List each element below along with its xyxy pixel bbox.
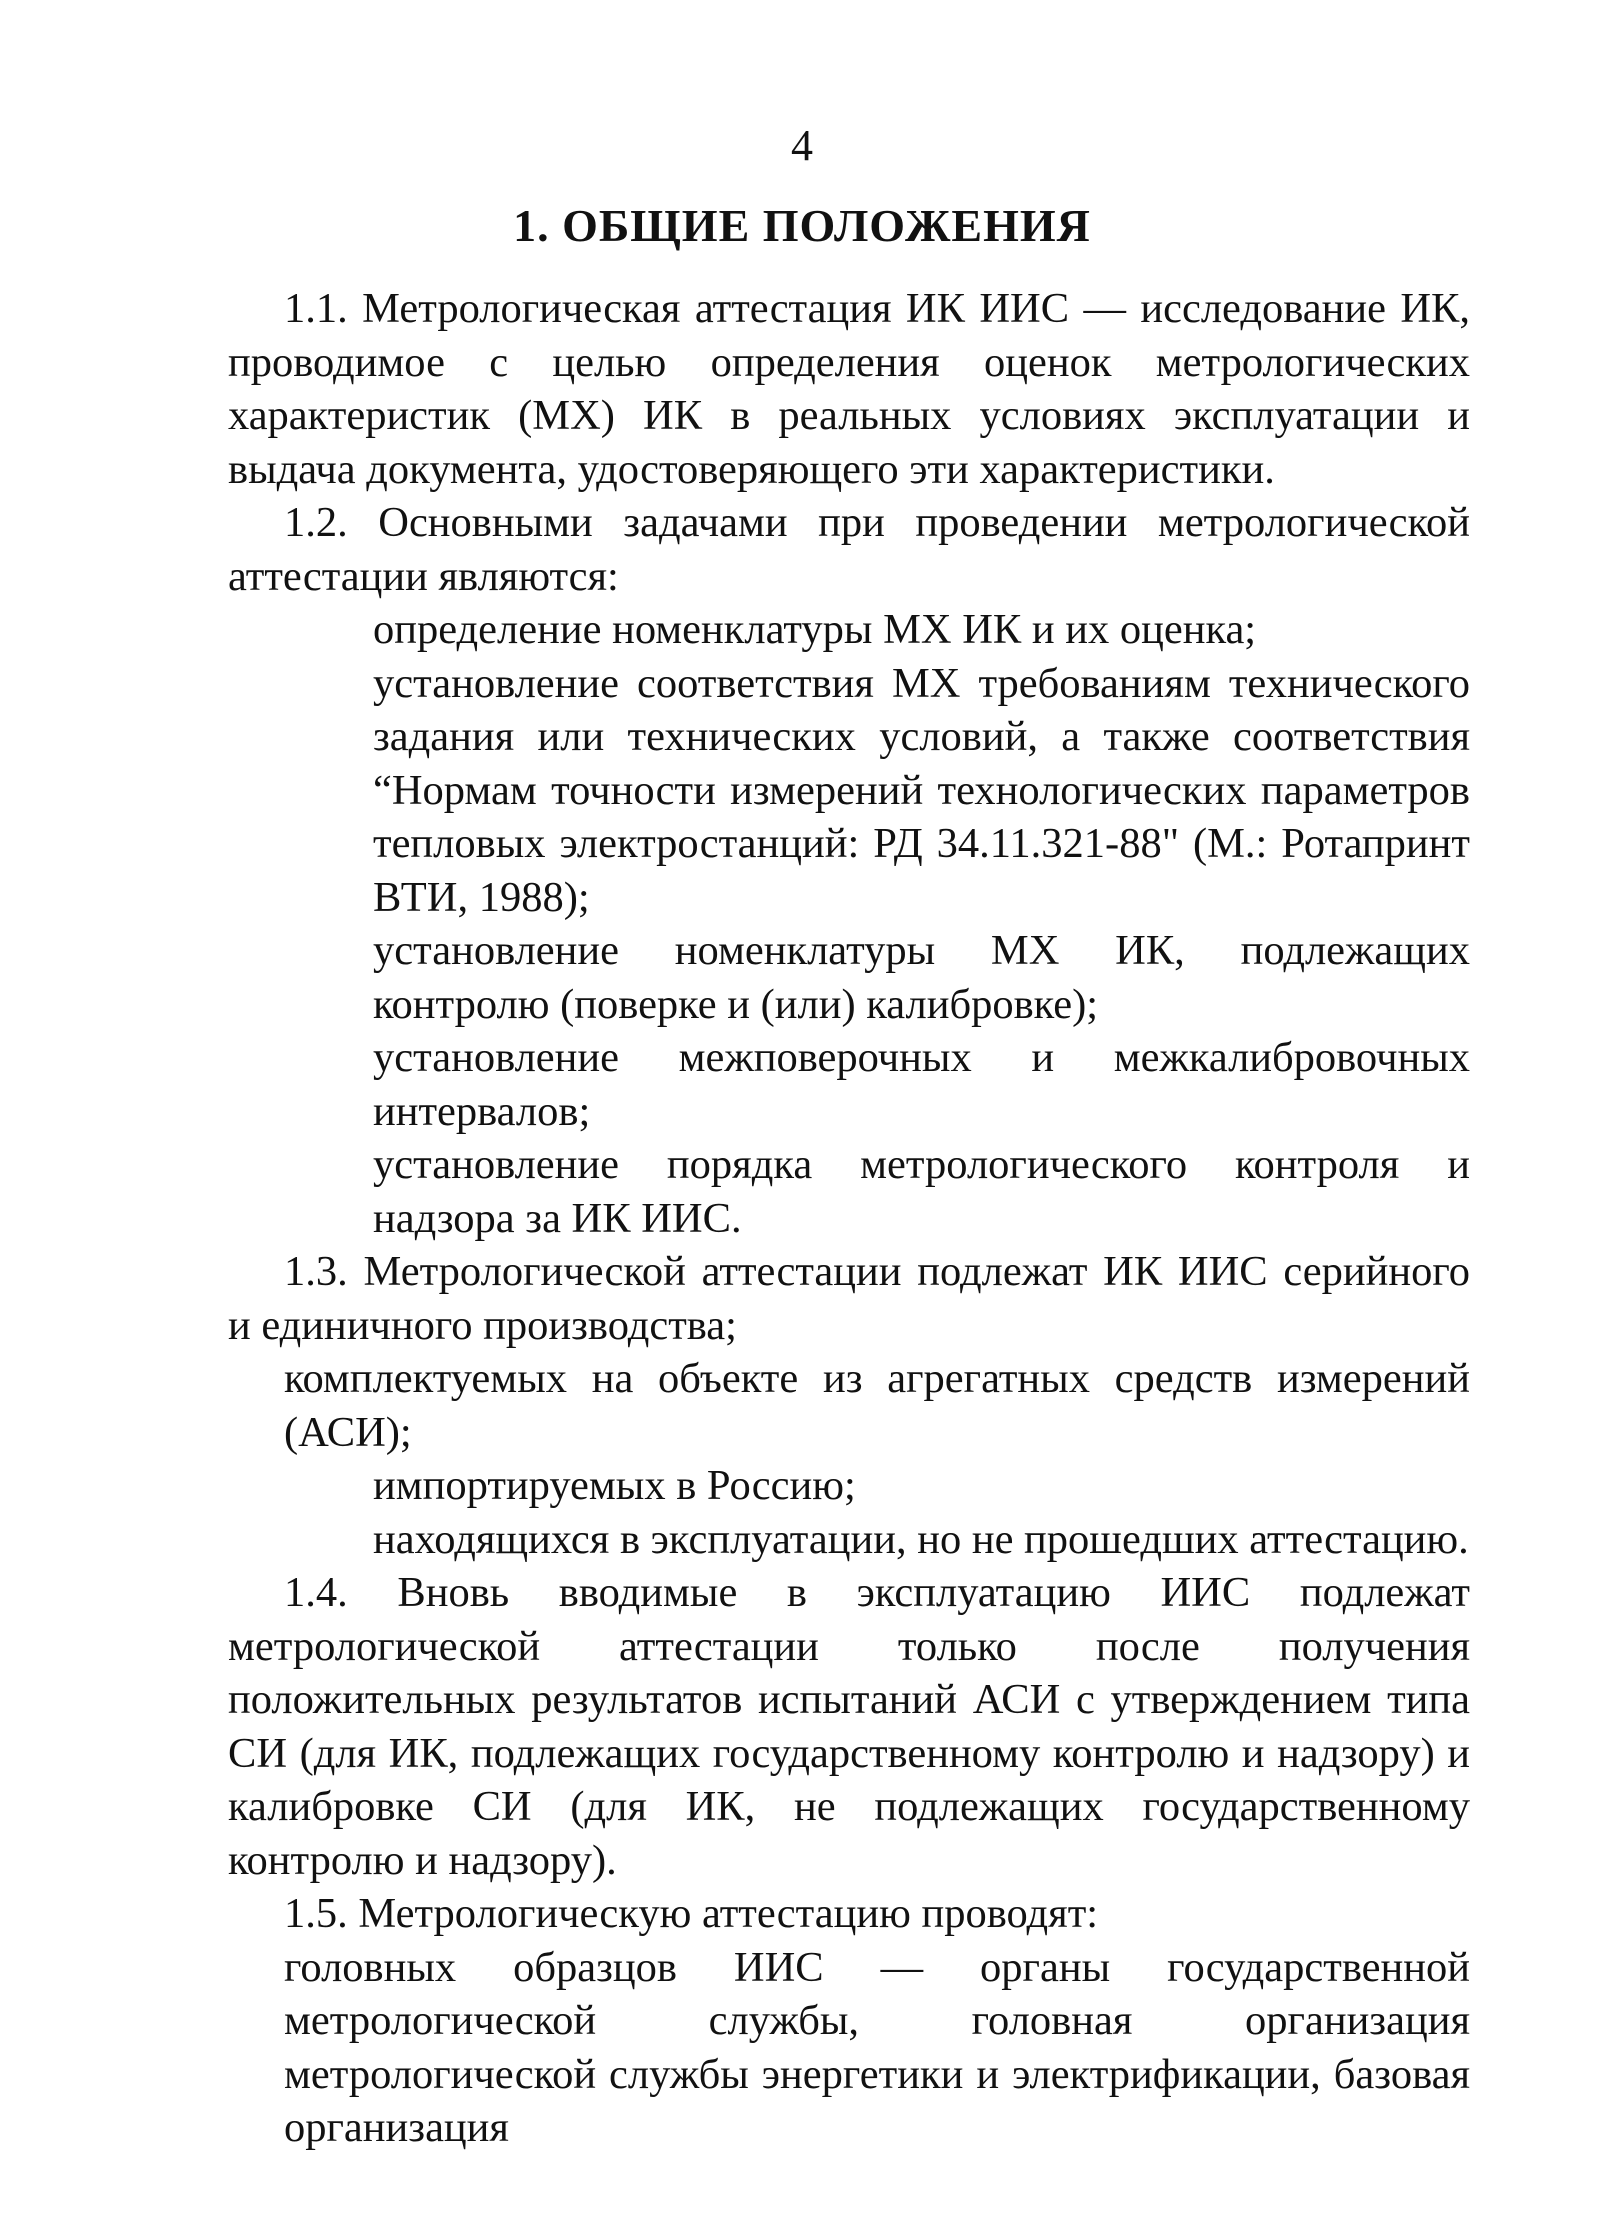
list-item: находящихся в эксплуатации, но не прошедших аттестацию. (373, 1515, 1469, 1563)
list-item: установление межповерочных и межкалибровочных интервалов; (373, 1034, 1470, 1135)
paragraph-1-3: 1.3. Метрологической аттестации подлежат ИК ИИС серийного и единичного производства; (228, 1248, 1470, 1349)
paragraph-1-5: 1.5. Метрологическую аттестацию проводят: (284, 1890, 1099, 1937)
list-item: импортируемых в Россию; (373, 1462, 856, 1509)
list-item: установление порядка метрологического контроля и надзора за ИК ИИС. (373, 1141, 1470, 1242)
paragraph-1-4: 1.4. Вновь вводимые в эксплуатацию ИИС подлежат метрологической аттестации только после получения положительных результатов испытаний АСИ с утверждением типа СИ (для ИК, подлежащих государственному контролю и надзору) и калибровке СИ (для ИК, не подлежащих государственному контролю и надзору). (228, 1569, 1470, 1884)
paragraph-1-5-continuation: головных образцов ИИС — органы государственной метрологической службы, головная организация метрологической службы энергетики и электрификации, базовая организация (284, 1943, 1470, 2151)
list-item: установление соответствия МХ требованиям технического задания или технических условий, а также соответствия “Нормам точности измерений технологических параметров тепловых электростанций: РД 34.11.321-88" (М.: Ротапринт ВТИ, 1988); (373, 659, 1470, 921)
list-item: установление номенклатуры МХ ИК, подлежащих контролю (поверке и (или) калибровке); (373, 927, 1470, 1028)
page-number: 4 (791, 121, 813, 170)
list-item: определение номенклатуры МХ ИК и их оценка; (373, 606, 1257, 653)
paragraph-1-3-continuation: комплектуемых на объекте из агрегатных средств измерений (АСИ); (284, 1355, 1470, 1456)
paragraph-1-1: 1.1. Метрологическая аттестация ИК ИИС — исследование ИК, проводимое с целью определения оценок метрологических характеристик (МХ) ИК в реальных условиях эксплуатации и выдача документа, удостоверяющего эти характеристики. (228, 285, 1470, 493)
document-body (228, 282, 1470, 2155)
paragraph-1-2: 1.2. Основными задачами при проведении метрологической аттестации являются: (228, 499, 1470, 600)
section-heading: 1. ОБЩИЕ ПОЛОЖЕНИЯ (513, 200, 1091, 251)
